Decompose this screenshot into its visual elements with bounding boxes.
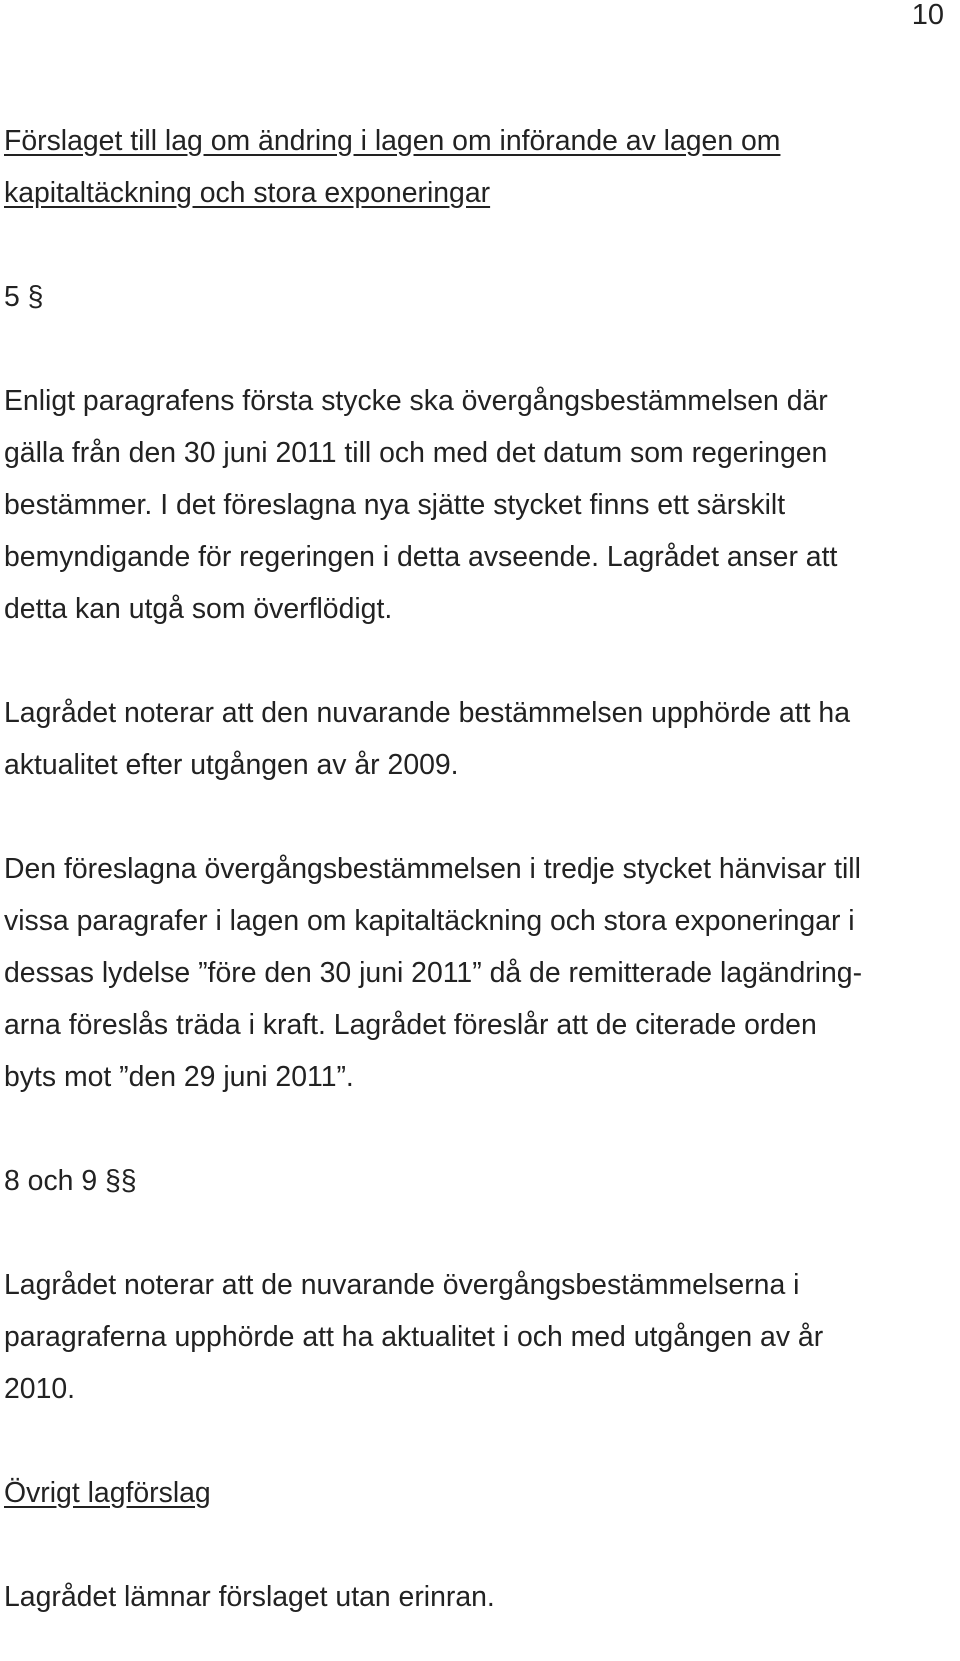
section-5-title: 5 § — [4, 281, 44, 313]
document-heading — [4, 115, 944, 219]
paragraph-line: gälla från den 30 juni 2011 till och med det datum som regeringen — [4, 437, 828, 469]
paragraph-line: bemyndigande för regeringen i detta avseende. Lagrådet anser att — [4, 541, 838, 573]
document-body — [4, 115, 944, 1623]
section-8-9-paragraph-1 — [4, 1259, 944, 1415]
paragraph-line: dessas lydelse ”före den 30 juni 2011” då de remitterade lagändring- — [4, 957, 863, 989]
paragraph-line: 2010. — [4, 1373, 76, 1405]
paragraph-line: byts mot ”den 29 juni 2011”. — [4, 1061, 354, 1093]
paragraph-line: Den föreslagna övergångsbestämmelsen i tredje stycket hänvisar till — [4, 853, 861, 885]
paragraph-line: paragraferna upphörde att ha aktualitet i och med utgången av år — [4, 1321, 824, 1353]
other-proposals-heading: Övrigt lagförslag — [4, 1477, 211, 1509]
section-5-paragraph-3 — [4, 843, 944, 1103]
paragraph-line: Enligt paragrafens första stycke ska övergångsbestämmelsen där — [4, 385, 828, 417]
paragraph-line: aktualitet efter utgången av år 2009. — [4, 749, 459, 781]
page-number: 10 — [911, 0, 944, 31]
heading-line: kapitaltäckning och stora exponeringar — [4, 177, 491, 209]
other-proposals-text: Lagrådet lämnar förslaget utan erinran. — [4, 1581, 495, 1613]
paragraph-line: Lagrådet noterar att den nuvarande bestämmelsen upphörde att ha — [4, 697, 850, 729]
paragraph-line: detta kan utgå som överflödigt. — [4, 593, 393, 625]
paragraph-line: vissa paragrafer i lagen om kapitaltäckning och stora exponeringar i — [4, 905, 855, 937]
section-5-paragraph-2 — [4, 687, 944, 791]
paragraph-line: arna föreslås träda i kraft. Lagrådet föreslår att de citerade orden — [4, 1009, 817, 1041]
section-5-paragraph-1 — [4, 375, 944, 635]
heading-line: Förslaget till lag om ändring i lagen om införande av lagen om — [4, 125, 781, 157]
paragraph-line: bestämmer. I det föreslagna nya sjätte stycket finns ett särskilt — [4, 489, 786, 521]
section-8-9-title: 8 och 9 §§ — [4, 1165, 137, 1197]
paragraph-line: Lagrådet noterar att de nuvarande övergångsbestämmelserna i — [4, 1269, 800, 1301]
